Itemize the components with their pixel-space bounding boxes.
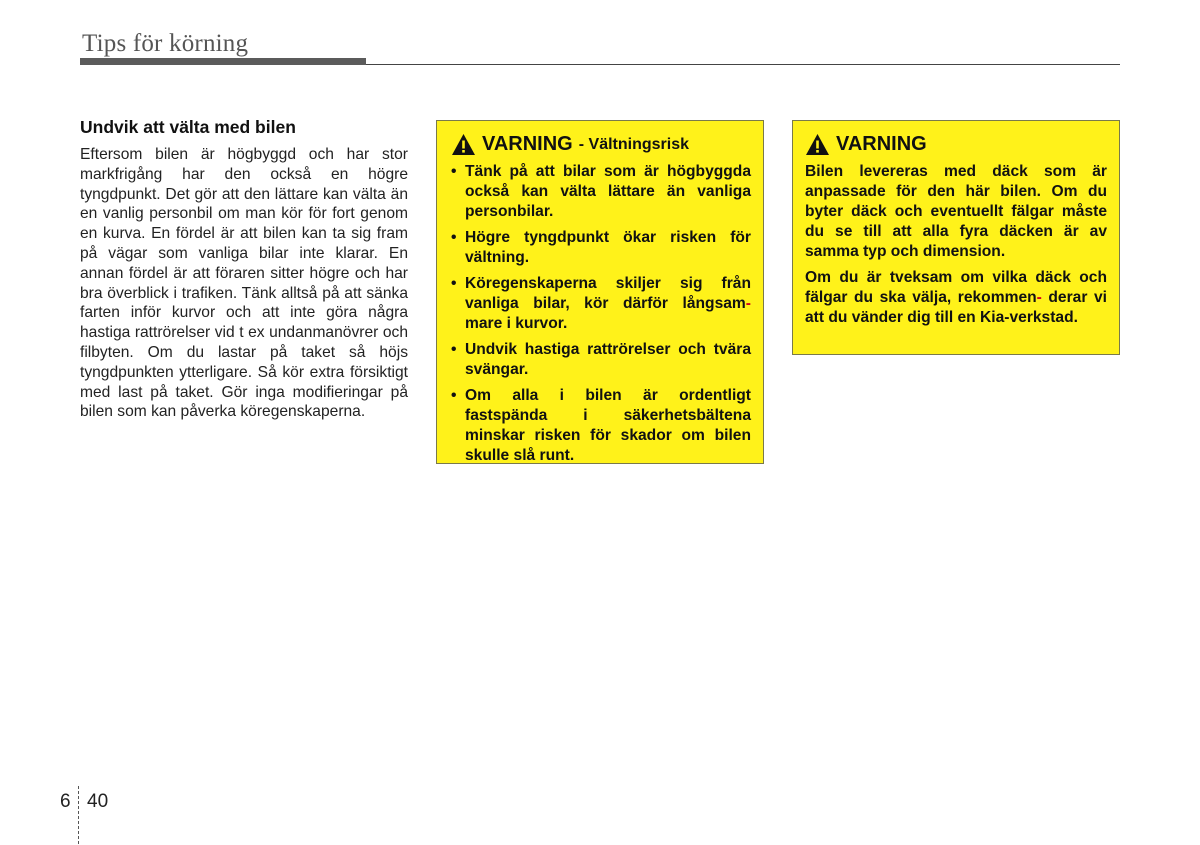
warning-item: • Högre tyngdpunkt ökar risken för vältning.: [451, 228, 751, 268]
warning-item: • Undvik hastiga rattrörelser och tvära svängar.: [451, 340, 751, 380]
warning-header: [805, 133, 1107, 156]
warning-item: • Tänk på att bilar som är högbyggda också kan välta lättare än vanliga personbilar.: [451, 162, 751, 222]
warning-triangle-icon: [451, 133, 476, 156]
page-divider: [78, 786, 79, 844]
warning-subtitle: - Vältningsrisk: [578, 135, 689, 153]
warning-paragraph-continuation: derar vi att du vänder dig till en Kia-verkstad.: [805, 289, 1107, 326]
section-body: Eftersom bilen är högbyggd och har stor markfrigång har den också en högre tyngdpunkt. Det gör att den lättare kan välta än en vanlig personbil om man kör för fort genom en kurva. En fördel är att bilen kan ta sig fram på vägar som vanliga bilar inte klarar. En annan fördel är att föraren sitter högre och har bra överblick i trafiken. Tänk alltså på att sänka farten inför kurvor och att inte göra några hastiga rattrörelser vid t ex undanmanövrer och filbyten. Om du lastar på taket så höjs tyngdpunkten ytterligare. Så kör extra försiktigt med last på taket. Gör inga modifieringar på bilen som kan påverka köregenskaperna.: [80, 146, 408, 421]
hyphen-mark: -: [745, 295, 751, 312]
chapter-number: 6: [60, 791, 71, 812]
warning-paragraph: [805, 268, 1107, 328]
warning-item-continuation: mare i kurvor.: [465, 315, 568, 332]
warning-item: • Om alla i bilen är ordentligt fastspända i säkerhetsbältena minskar risken för skador om bilen skulle slå runt.: [451, 386, 751, 466]
rollover-section: [80, 117, 408, 422]
warning-title: VARNING: [836, 133, 927, 155]
warning-item: [451, 274, 751, 334]
warning-title: VARNING: [482, 133, 573, 155]
header-rule: [366, 64, 1120, 65]
warning-paragraph-text: Om du är tveksam om vilka däck och fälgar du ska välja, rekommen: [805, 269, 1107, 306]
header-bar: [80, 58, 366, 65]
warning-box-tires: [792, 120, 1120, 355]
warning-item-text: Köregenskaperna skiljer sig från vanliga bilar, kör därför långsam: [465, 275, 751, 312]
hyphen-mark: -: [1036, 289, 1042, 306]
page-number: 40: [87, 791, 109, 812]
header-title: Tips för körning: [82, 30, 249, 57]
warning-paragraph: Bilen levereras med däck som är anpassade för den här bilen. Om du byter däck och eventuellt fälgar måste du se till att alla fyra däcken är av samma typ och dimension.: [805, 163, 1107, 260]
section-heading: Undvik att välta med bilen: [80, 117, 296, 137]
warning-list: [451, 162, 751, 466]
warning-header: [451, 133, 751, 156]
warning-triangle-icon: [805, 133, 830, 156]
warning-box-rollover: [436, 120, 764, 464]
